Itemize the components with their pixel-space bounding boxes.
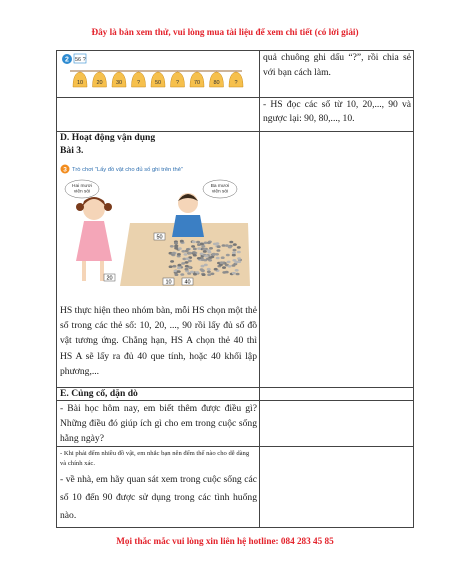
pebble [236,272,240,275]
pebble [203,250,207,253]
pebble [200,269,204,272]
pebble [196,240,200,243]
homework-text: - về nhà, em hãy quan sát xem trong cuộc sống các số 10 đến 90 được sử dụng trong các tình huống nào. [60,473,257,521]
pebble [237,250,241,253]
bell-title: 56 ? [75,57,86,63]
read-numbers-cell: - HS đọc các số từ 10, 20,..., 90 và ngược lại: 90, 80,..., 10. [260,97,414,131]
pebble [191,245,195,248]
pebble [200,252,204,255]
pebble [237,260,241,263]
empty-right-cell [260,400,414,446]
hotline-notice: Mọi thắc mắc vui lòng xin liên hệ hotline: 084 283 45 85 [116,536,334,546]
bell-label: 50 [154,80,162,86]
empty-right-cell [260,131,414,387]
pebble [170,245,174,248]
counting-tip: - Khi phải đếm nhiều đồ vật, em nhắc bạn nên đếm thế nào cho dễ dàng và chính xác. [60,449,250,467]
pebble [181,262,185,265]
bell-label: 80 [213,80,220,86]
pebble [190,270,194,273]
pebble [204,263,208,266]
pebble [210,272,214,275]
game-illustration [60,161,252,291]
pebble [222,266,226,269]
pebble [204,254,208,257]
girl-dress [76,221,112,261]
pebble [232,264,236,267]
pebble [229,240,233,243]
pebble [222,244,226,247]
pebble [181,250,185,253]
pebble [202,273,206,276]
activity-text: HS thực hiện theo nhóm bàn, mỗi HS chọn một thẻ số trong các thẻ số: 10, 20, ..., 90 rồi lấy đủ số đồ vật tương ứng. Chẳng hạn, HS A chọn thẻ 40 thì HS A sẽ lấy ra đủ 40 que tính, hoặc 40 khối lập phương,... [60,304,257,378]
pebble [220,261,224,264]
girl-leg [100,261,104,281]
card-label: 20 [106,275,113,282]
pebble [233,248,237,251]
empty-right-cell [260,446,414,527]
bell-label: ? [175,80,180,86]
pebble [237,257,241,260]
pebble [235,269,239,272]
card-label: 40 [184,279,191,286]
pebble [172,251,176,254]
bell-label: ? [234,80,238,86]
pebble [213,242,217,245]
boy-shirt [172,215,204,237]
pebble [178,263,182,266]
bell-group [73,72,243,87]
pebble [185,264,189,267]
pebble [193,272,197,275]
pebble [174,246,178,249]
girl-pigtail-right [104,203,112,211]
pebble [174,273,178,276]
girl-leg [82,261,86,281]
pebble [226,253,230,256]
pebble [207,267,211,270]
section-e-cell [57,387,260,400]
pebble [185,267,189,270]
empty-right-cell [260,387,414,400]
section-d-heading: D. Hoạt động vận dụng [60,131,156,143]
pebble [178,247,182,250]
pebble [177,253,181,256]
bell-row-illustration [60,51,250,91]
bell-label: 10 [76,80,84,86]
game-title: Trò chơi “Lấy đồ vật cho đủ số ghi trên thẻ” [72,166,183,173]
bell-label: 70 [193,80,201,86]
question-row [57,400,414,446]
pebble [172,264,176,267]
pebble [177,270,181,273]
homework-row [57,446,414,527]
pebble [227,260,231,263]
lesson-table [56,50,414,528]
girl-pigtail-left [76,203,84,211]
pebble [207,270,211,273]
pebble [184,253,188,256]
pebble [180,239,184,242]
bubble-left-text: Hai mươi viên sỏi [72,183,92,195]
pebble [186,257,190,260]
bubble-right-text: Ba mươi viên sỏi [210,183,230,195]
pebble [193,253,197,256]
bell-right-cell: quả chuông ghi dấu “?”, rồi chia sẻ với bạn cách làm. [260,51,414,98]
pebble [212,252,216,255]
pebble [216,249,220,252]
read-row [57,97,414,131]
pebble [207,249,211,252]
pebble [186,248,190,251]
exercise-number: 2 [65,56,69,64]
pebble [237,246,241,249]
pebble [185,261,189,264]
pebble [200,242,204,245]
bell-label: 20 [96,80,103,86]
pebble [201,258,205,261]
section-e-heading: E. Củng cố, dặn dò [60,387,138,399]
section-d-row [57,131,414,387]
pebble [228,265,232,268]
pebble [222,271,226,274]
homework-cell [57,446,260,527]
pebble [188,251,192,254]
pebble [207,241,211,244]
bell-label: ? [136,80,141,86]
pebble [233,243,237,246]
empty-left-cell [57,97,260,131]
bell-row [57,51,414,98]
pebble [193,247,197,250]
lesson-label: Bài 3. [60,144,84,156]
pebble [228,245,232,248]
pebble [197,257,201,260]
card-label: 50 [156,234,163,241]
pebble [180,273,184,276]
pebble [232,271,236,274]
pebble [232,253,236,256]
pebble [170,260,174,263]
lesson-table-container [56,50,411,522]
pebble [192,251,196,254]
pebble [169,265,173,268]
pebble [217,245,221,248]
pebble [188,259,192,262]
card-label: 10 [165,279,172,286]
section-e-row [57,387,414,400]
pebble [174,244,178,247]
pebble [210,255,214,258]
pebble [197,247,201,250]
preview-notice: Đây là bản xem thử, vui lòng mua tài liệu để xem chi tiết (có lời giải) [91,27,359,37]
bell-exercise-cell [57,51,260,98]
activity-cell [57,131,260,387]
pebble [174,242,178,245]
game-number: 3 [63,165,67,173]
pebble [209,247,213,250]
pebble [214,267,218,270]
question-cell: - Bài học hôm nay, em biết thêm được điều gì? Những điều đó giúp ích gì cho em trong cuộc sống hằng ngày? [57,400,260,446]
pebble [192,240,196,243]
pebble [201,245,205,248]
pebble [232,251,236,254]
bell-label: 30 [115,80,123,86]
pebble [206,257,210,260]
pebble [216,256,220,259]
pebble [221,256,225,259]
